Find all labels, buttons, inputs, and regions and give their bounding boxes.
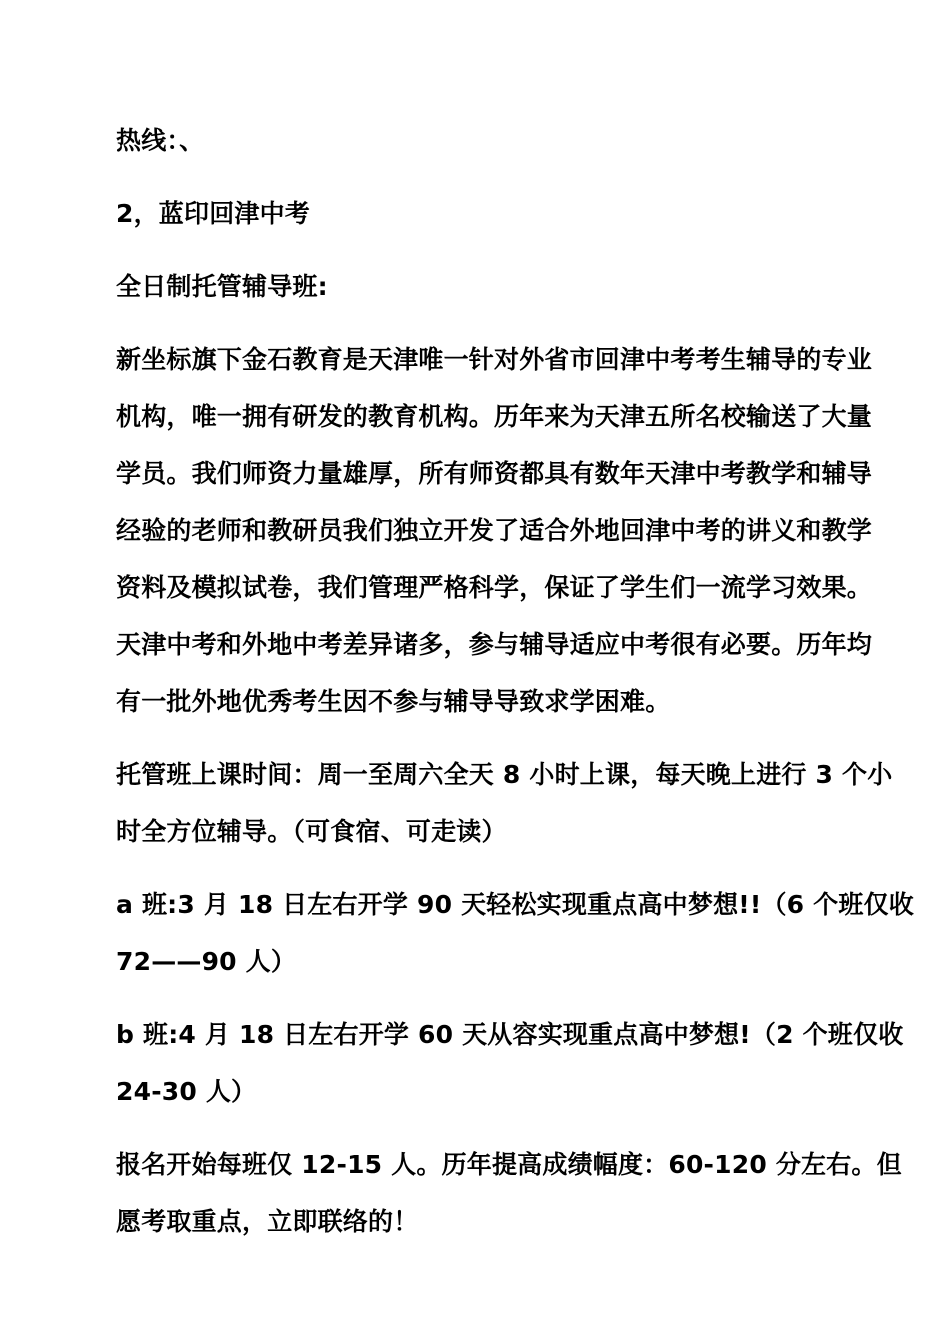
- intro-line: 资料及模拟试卷，我们管理严格科学，保证了学生们一流学习效果。: [116, 573, 873, 602]
- class-a-line: a 班:3 月 18 日左右开学 90 天轻松实现重点高中梦想!!（6 个班仅收: [116, 890, 914, 919]
- schedule-line: 托管班上课时间：周一至周六全天 8 小时上课，每天晚上进行 3 个小: [116, 760, 893, 789]
- class-b-paragraph: [116, 1006, 904, 1120]
- class-b-line: 24-30 人）: [116, 1077, 257, 1106]
- intro-line: 天津中考和外地中考差异诸多，参与辅导适应中考很有必要。历年均: [116, 630, 873, 659]
- schedule-paragraph: [116, 746, 893, 860]
- class-a-line: 72——90 人）: [116, 947, 297, 976]
- enroll-paragraph: [116, 1136, 902, 1250]
- hotline: 热线：、: [116, 126, 205, 155]
- intro-line: 有一批外地优秀考生因不参与辅导导致求学困难。: [116, 687, 671, 716]
- class-a-paragraph: [116, 876, 914, 990]
- intro-line: 经验的老师和教研员我们独立开发了适合外地回津中考的讲义和教学: [116, 516, 873, 545]
- intro-paragraph: [116, 331, 873, 730]
- class-b-line: b 班:4 月 18 日左右开学 60 天从容实现重点高中梦想!（2 个班仅收: [116, 1020, 904, 1049]
- intro-line: 新坐标旗下金石教育是天津唯一针对外省市回津中考考生辅导的专业: [116, 345, 873, 374]
- class-heading: 全日制托管辅导班:: [116, 272, 328, 301]
- intro-line: 机构，唯一拥有研发的教育机构。历年来为天津五所名校输送了大量: [116, 402, 873, 431]
- enroll-line: 愿考取重点，立即联络的！: [116, 1207, 419, 1236]
- enroll-line: 报名开始每班仅 12-15 人。历年提高成绩幅度：60-120 分左右。但: [116, 1150, 902, 1179]
- intro-line: 学员。我们师资力量雄厚，所有师资都具有数年天津中考教学和辅导: [116, 459, 873, 488]
- document-page: [116, 112, 914, 1250]
- section-title: 2，蓝印回津中考: [116, 199, 310, 228]
- schedule-line: 时全方位辅导。（可食宿、可走读）: [116, 817, 507, 846]
